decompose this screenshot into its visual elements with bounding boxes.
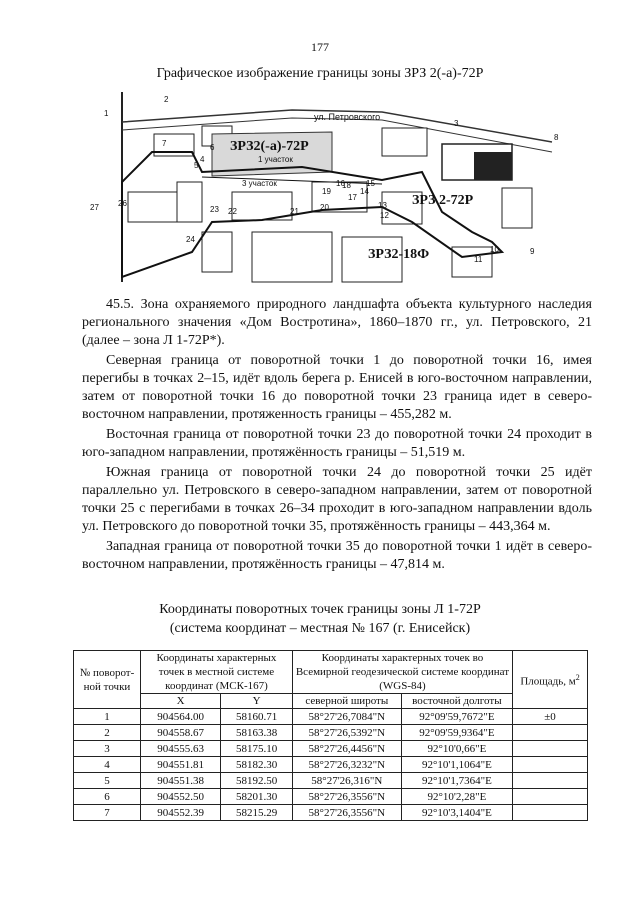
street-label: ул. Петровского — [314, 112, 381, 122]
map-point-label: 3 — [454, 119, 459, 128]
map-point-label: 6 — [210, 143, 215, 152]
cell-n: 1 — [74, 709, 141, 725]
map-point-label: 20 — [320, 203, 329, 212]
map-point-label: 22 — [228, 207, 237, 216]
map-point-label: 19 — [322, 187, 331, 196]
header-wgs: Координаты характерных точек во Всемирной геодезической системе координат (WGS-84) — [292, 651, 512, 694]
cell-lon: 92°10'0,66"E — [401, 741, 512, 757]
paragraph: Северная граница от поворотной точки 1 до поворотной точки 16, имея перегибы в точках 2–15, идёт вдоль берега р. Енисей в юго-восточном направлении, затем от поворотной точки 16 до поворотной точки 23 граница идет в северо-восточном направлении, протяженность границы – 455,282 м. — [82, 353, 592, 422]
cell-n: 3 — [74, 741, 141, 757]
cell-lat: 58°27'26,5392"N — [292, 725, 401, 741]
cell-n: 5 — [74, 773, 141, 789]
cell-area — [513, 757, 588, 773]
area-label-1: 1 участок — [258, 155, 293, 164]
map-point-label: 15 — [366, 179, 375, 188]
cell-y: 58182.30 — [221, 757, 293, 773]
map-point-label: 9 — [530, 247, 535, 256]
area-label-3: 3 участок — [242, 179, 277, 188]
cell-lon: 92°09'59,7672"E — [401, 709, 512, 725]
cell-y: 58175.10 — [221, 741, 293, 757]
header-area: Площадь, $м^2$ — [513, 651, 588, 709]
cell-lat: 58°27'26,316"N — [292, 773, 401, 789]
cell-lon: 92°10'1,1064"E — [401, 757, 512, 773]
table-row — [74, 757, 588, 773]
cell-y: 58163.38 — [221, 725, 293, 741]
header-lon: восточной долготы — [401, 694, 512, 709]
table-row — [74, 773, 588, 789]
map-point-label: 18 — [342, 181, 351, 190]
cell-area — [513, 725, 588, 741]
table-row — [74, 725, 588, 741]
paragraph: Южная граница от поворотной точки 24 до поворотной точки 25 идёт параллельно ул. Петровского в северо-западном направлении, затем от поворотной точки 25 с перегибами в точках 26–34 проходит в юго-западном направлении вдоль ул. Петровского до поворотной точки 35, протяжённость границы – 443,364 м. — [82, 465, 592, 534]
cell-n: 2 — [74, 725, 141, 741]
cell-area — [513, 741, 588, 757]
cell-n: 7 — [74, 805, 141, 821]
cell-y: 58160.71 — [221, 709, 293, 725]
cell-lon: 92°10'3,1404"E — [401, 805, 512, 821]
paragraph: 45.5. Зона охраняемого природного ландшафта объекта культурного наследия регионального значения «Дом Востротина», 1860–1870 гг., ул. Петровского, 21 (далее – зона Л 1-72Р*). — [82, 297, 592, 348]
map-point-label: 5 — [194, 161, 199, 170]
cell-area — [513, 773, 588, 789]
cell-area — [513, 805, 588, 821]
cell-x: 904558.67 — [141, 725, 221, 741]
cell-n: 6 — [74, 789, 141, 805]
map-point-label: 16 — [336, 179, 345, 188]
cell-lon: 92°09'59,9364"E — [401, 725, 512, 741]
cell-x: 904552.50 — [141, 789, 221, 805]
table-row — [74, 805, 588, 821]
table-title-line1: Координаты поворотных точек границы зоны Л 1-72Р — [159, 602, 481, 617]
map-point-label: 10 — [490, 245, 499, 254]
map-point-label: 24 — [186, 235, 195, 244]
cell-lat: 58°27'26,7084"N — [292, 709, 401, 725]
map-point-label: 23 — [210, 205, 219, 214]
paragraph: Западная граница от поворотной точки 35 до поворотной точки 1 идёт в северо-восточном направлении, протяжённость границы – 47,814 м. — [82, 539, 592, 572]
map-point-label: 8 — [554, 133, 559, 142]
cell-lon: 92°10'2,28"E — [401, 789, 512, 805]
map-point-label: 14 — [360, 187, 369, 196]
map-point-label: 12 — [380, 211, 389, 220]
zone-boundary-map — [82, 82, 562, 288]
page-number: 177 — [311, 40, 329, 54]
map-point-label: 4 — [200, 155, 205, 164]
cell-lat: 58°27'26,3232"N — [292, 757, 401, 773]
cell-lat: 58°27'26,4456"N — [292, 741, 401, 757]
header-x: X — [141, 694, 221, 709]
map-title: Графическое изображение границы зоны ЗРЗ 2(-а)-72Р — [156, 66, 484, 81]
zone-label-c: ЗРЗ2-18Ф — [368, 247, 430, 262]
cell-y: 58192.50 — [221, 773, 293, 789]
cell-x: 904555.63 — [141, 741, 221, 757]
coordinates-table — [73, 650, 588, 821]
cell-x: 904552.39 — [141, 805, 221, 821]
table-row — [74, 789, 588, 805]
map-point-label: 13 — [378, 201, 387, 210]
table-title — [0, 600, 640, 638]
cell-n: 4 — [74, 757, 141, 773]
zone-description — [82, 296, 592, 576]
map-point-label: 26 — [118, 199, 127, 208]
cell-y: 58215.29 — [221, 805, 293, 821]
map-point-label: 11 — [474, 255, 483, 264]
cell-y: 58201.30 — [221, 789, 293, 805]
cell-x: 904551.81 — [141, 757, 221, 773]
zone-label-b: ЗРЗ 2-72Р — [412, 193, 474, 208]
cell-lat: 58°27'26,3556"N — [292, 789, 401, 805]
cell-area — [513, 789, 588, 805]
table-row — [74, 741, 588, 757]
header-y: Y — [221, 694, 293, 709]
cell-lat: 58°27'26,3556"N — [292, 805, 401, 821]
table-title-line2: (система координат – местная № 167 (г. Енисейск) — [169, 621, 471, 636]
header-local: Координаты характерных точек в местной системе координат (МСК-167) — [141, 651, 293, 694]
cell-x: 904564.00 — [141, 709, 221, 725]
header-lat: северной широты — [292, 694, 401, 709]
header-num: № поворот-ной точки — [74, 651, 141, 709]
cell-area: ±0 — [513, 709, 588, 725]
table-row — [74, 709, 588, 725]
map-point-label: 27 — [90, 203, 99, 212]
map-point-label: 17 — [348, 193, 357, 202]
cell-lon: 92°10'1,7364"E — [401, 773, 512, 789]
paragraph: Восточная граница от поворотной точки 23 до поворотной точки 24 проходит в юго-западном направлении, протяжённость границы – 51,519 м. — [82, 427, 592, 460]
map-point-label: 7 — [162, 139, 167, 148]
zone-label-a: ЗРЗ2(-а)-72Р — [230, 139, 309, 154]
cell-x: 904551.38 — [141, 773, 221, 789]
map-point-label: 21 — [290, 207, 299, 216]
map-point-label: 1 — [104, 109, 109, 118]
map-point-label: 2 — [164, 95, 169, 104]
